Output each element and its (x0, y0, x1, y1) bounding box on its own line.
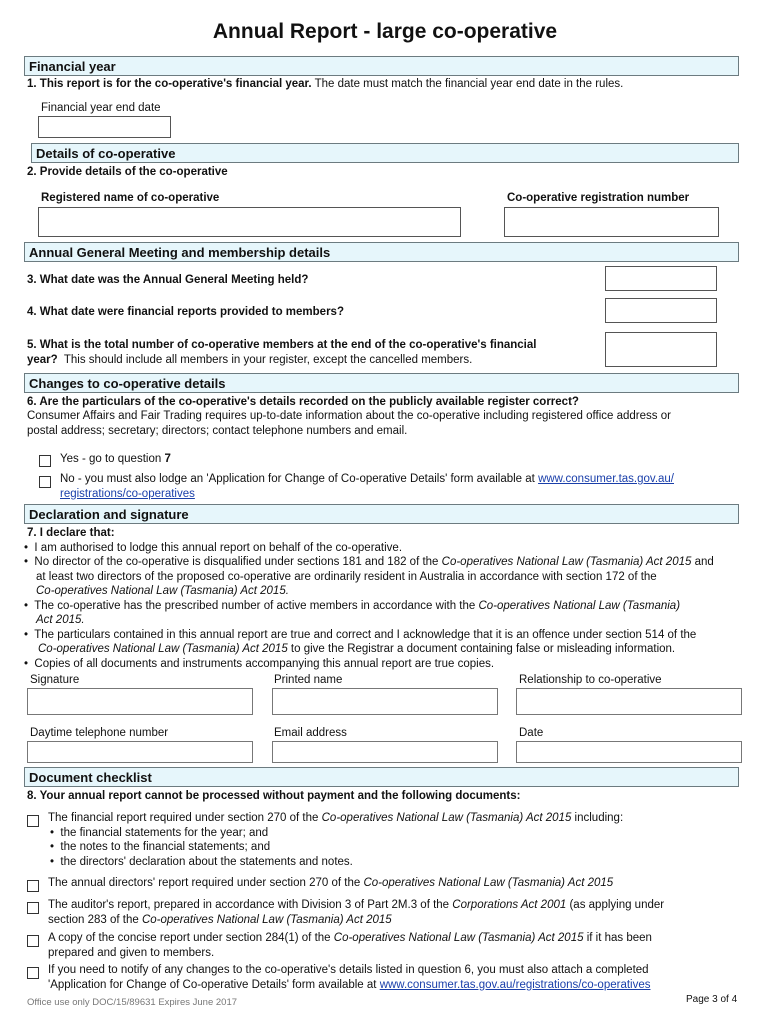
date-label: Date (519, 727, 544, 739)
reports-date-input[interactable] (605, 298, 717, 323)
bullet-2-a: No director of the co-operative is disqualified under sections 181 and 182 of the (34, 556, 442, 568)
question-6: 6. Are the particulars of the co-operative's details recorded on the publicly available register correct? (27, 396, 579, 408)
registered-name-input[interactable] (38, 207, 461, 237)
item-1-sub-2: the notes to the financial statements; and (60, 841, 271, 853)
question-3: 3. What date was the Annual General Meeting held? (27, 274, 309, 286)
declaration-bullet-2: • No director of the co-operative is disqualified under sections 181 and 182 of the Co-operatives National Law (Tasmania) Act 2015 and (24, 556, 714, 568)
no-text: No - you must also lodge an 'Application for Change of Co-operative Details' form available at (60, 473, 539, 485)
section-agm: Annual General Meeting and membership details (24, 242, 739, 262)
item-4-act: Co-operatives National Law (Tasmania) Act 2015 (333, 932, 584, 944)
checklist-checkbox-1[interactable] (27, 815, 39, 827)
registration-number-label: Co-operative registration number (507, 192, 690, 204)
declaration-text (24, 526, 744, 671)
changes-info-line-2: postal address; secretary; directors; contact telephone numbers and email. (27, 425, 408, 437)
date-field[interactable] (516, 741, 742, 763)
section-changes: Changes to co-operative details (24, 373, 739, 393)
question-2: 2. Provide details of the co-operative (27, 166, 228, 178)
item-2-a: The annual directors' report required under section 270 of the (48, 877, 364, 889)
registration-number-input[interactable] (504, 207, 719, 237)
section-declaration: Declaration and signature (24, 504, 739, 524)
item-3-act: Corporations Act 2001 (452, 899, 567, 911)
declaration-bullet-5: • Copies of all documents and instruments accompanying this annual report are true copies. (24, 657, 495, 670)
q1-rest: The date must match the financial year end date in the rules. (314, 78, 624, 90)
bullet-4-a: The particulars contained in this annual report are true and correct and I acknowledge that it is an offence under section 514 of the (34, 628, 697, 641)
declaration-bullet-3: • The co-operative has the prescribed number of active members in accordance with the Co-operatives National Law (Tasmania) (24, 599, 681, 612)
question-8: 8. Your annual report cannot be processed without payment and the following documents: (27, 790, 521, 802)
item-5-a: If you need to notify of any changes to the co-operative's details listed in question 6, you must also attach a completed (48, 964, 649, 976)
item-2-act: Co-operatives National Law (Tasmania) Act 2015 (363, 877, 614, 889)
question-4: 4. What date were financial reports provided to members? (27, 306, 344, 318)
bullet-3-act: Co-operatives National Law (Tasmania) (478, 599, 681, 612)
item-4-c: prepared and given to members. (48, 946, 215, 959)
checklist-checkbox-5[interactable] (27, 967, 39, 979)
consumer-link-part-2[interactable]: registrations/co-operatives (60, 487, 195, 500)
phone-label: Daytime telephone number (30, 727, 169, 739)
relationship-field[interactable] (516, 688, 742, 715)
printed-name-field[interactable] (272, 688, 498, 715)
bullet-4-act: Co-operatives National Law (Tasmania) Act 2015 (38, 643, 288, 655)
bullet-2-c: at least two directors of the proposed co-operative are ordinarily resident in Australia in accordance with section 172 of the (36, 570, 657, 583)
q5-line-1: 5. What is the total number of co-operative members at the end of the co-operative's financial (27, 339, 537, 351)
checklist-item-2 (48, 876, 738, 891)
item-1-a: The financial report required under section 270 of the (48, 812, 322, 824)
bullet-4-b: to give the Registrar a document containing false or misleading information. (287, 643, 676, 655)
item-1-sub-1: the financial statements for the year; and (60, 826, 269, 839)
section-checklist: Document checklist (24, 767, 739, 787)
page-number: Page 3 of 4 (686, 994, 738, 1005)
item-5-b: 'Application for Change of Co-operative Details' form available at (48, 978, 380, 991)
declaration-bullet-4: • The particulars contained in this annual report are true and correct and I acknowledge that it is an offence under section 514 of the (24, 628, 697, 641)
yes-text: Yes - go to question (60, 453, 165, 465)
section-financial-year: Financial year (24, 56, 739, 76)
bullet-5-text: Copies of all documents and instruments accompanying this annual report are true copies. (34, 657, 495, 670)
changes-info-line-1: Consumer Affairs and Fair Trading requires up-to-date information about the co-operative including registered office address or (27, 410, 671, 422)
bullet-3-c: Act 2015. (36, 614, 85, 626)
checklist-checkbox-4[interactable] (27, 935, 39, 947)
bullet-2-b: and (691, 556, 714, 568)
item-1-sub-3: the directors' declaration about the statements and notes. (60, 855, 353, 868)
relationship-label: Relationship to co-operative (519, 674, 662, 686)
consumer-link-part-1[interactable]: www.consumer.tas.gov.au/ (538, 473, 674, 485)
checklist-item-1: The financial report required under section 270 of the Co-operatives National Law (Tasmania) Act 2015 including: • the financial statements for the year; and • the notes to the financial statements; and • the directors' declaration about the statements and notes. (48, 812, 624, 868)
item-3-a: The auditor's report, prepared in accordance with Division 3 of Part 2M.3 of the (48, 899, 453, 911)
end-date-input[interactable] (38, 116, 171, 138)
printed-name-label: Printed name (274, 674, 343, 686)
no-checkbox[interactable] (39, 476, 51, 488)
bullet-2-act: Co-operatives National Law (Tasmania) Act 2015 (441, 556, 692, 568)
yes-question-number: 7 (164, 453, 171, 465)
no-option (60, 472, 720, 501)
checklist-item-5 (48, 963, 738, 992)
email-label: Email address (274, 727, 347, 739)
question-5 (27, 338, 607, 367)
signature-label: Signature (30, 674, 80, 686)
phone-field[interactable] (27, 741, 253, 763)
yes-option (60, 452, 171, 467)
registered-name-label: Registered name of co-operative (41, 192, 220, 204)
checklist-item-4 (48, 931, 738, 960)
q1-number: 1. (27, 78, 37, 90)
item-4-a: A copy of the concise report under section 284(1) of the (48, 932, 334, 944)
item-3-c: section 283 of the (48, 913, 142, 926)
office-use-footer: Office use only DOC/15/89631 Expires June 2017 (27, 997, 238, 1008)
checklist-consumer-link[interactable]: www.consumer.tas.gov.au/registrations/co-operatives (379, 978, 651, 991)
checklist-checkbox-3[interactable] (27, 902, 39, 914)
checklist-item-3 (48, 898, 738, 927)
q5-rest: This should include all members in your register, except the cancelled members. (63, 353, 473, 366)
item-3-act-2: Co-operatives National Law (Tasmania) Act 2015 (141, 913, 392, 926)
end-date-label: Financial year end date (41, 102, 161, 114)
email-field[interactable] (272, 741, 498, 763)
checklist-checkbox-2[interactable] (27, 880, 39, 892)
q1-bold: This report is for the co-operative's financial year. (39, 78, 312, 90)
bullet-2-d: Co-operatives National Law (Tasmania) Act 2015. (36, 585, 289, 597)
member-count-input[interactable] (605, 332, 717, 367)
signature-field[interactable] (27, 688, 253, 715)
bullet-1-text: I am authorised to lodge this annual report on behalf of the co-operative. (34, 541, 403, 554)
section-details: Details of co-operative (31, 143, 739, 163)
question-1 (27, 77, 747, 92)
item-4-b: if it has been (583, 932, 652, 944)
item-1-act: Co-operatives National Law (Tasmania) Act 2015 (321, 812, 572, 824)
page-title: Annual Report - large co-operative (212, 20, 558, 43)
item-3-b: (as applying under (566, 899, 665, 911)
item-1-b: including: (571, 812, 624, 824)
yes-checkbox[interactable] (39, 455, 51, 467)
question-7: 7. I declare that: (27, 527, 115, 539)
agm-date-input[interactable] (605, 266, 717, 291)
q5-year: year? (27, 353, 58, 366)
declaration-bullet-1: • I am authorised to lodge this annual report on behalf of the co-operative. (24, 541, 403, 554)
bullet-3-a: The co-operative has the prescribed number of active members in accordance with the (34, 599, 479, 612)
